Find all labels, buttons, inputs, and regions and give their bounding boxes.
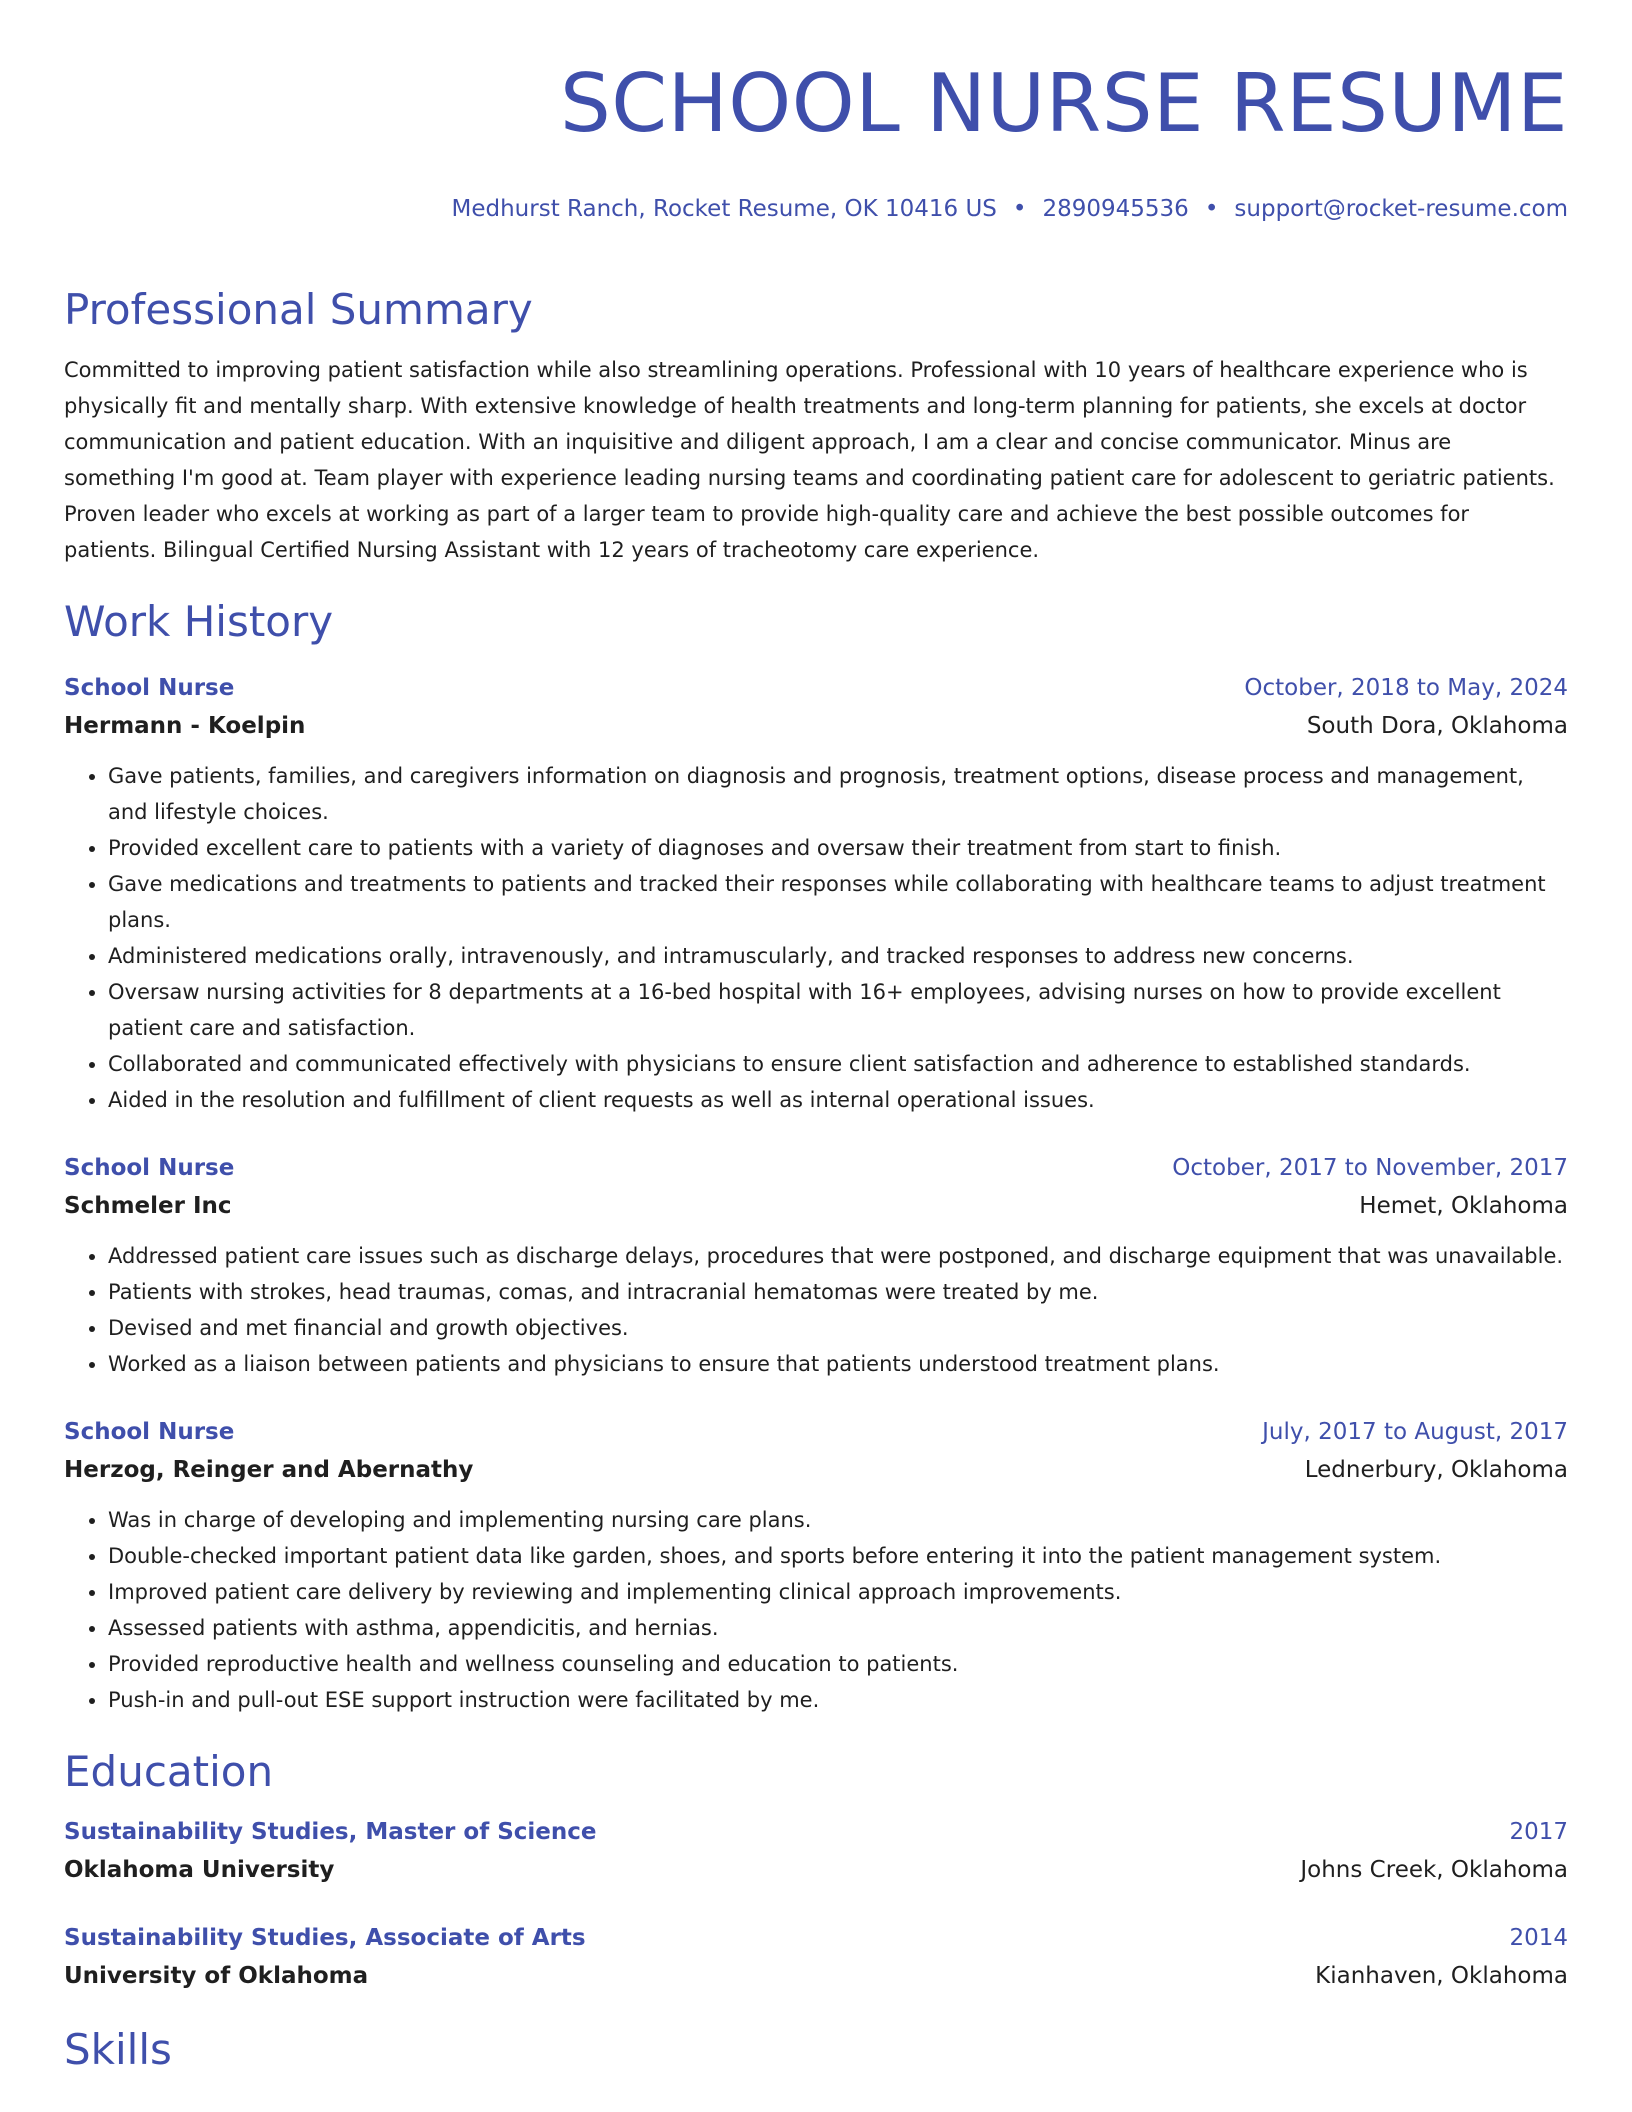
education-school: Oklahoma University — [64, 1857, 335, 1883]
job-bullet: • Gave medications and treatments to patients and tracked their responses while collaborating with healthcare teams to adjust treatment plans. — [108, 866, 1568, 938]
summary-heading: Professional Summary — [64, 285, 533, 334]
contact-line — [64, 194, 1568, 224]
job-bullet: • Was in charge of developing and implementing nursing care plans. — [108, 1502, 1568, 1538]
education-heading: Education — [64, 1747, 274, 1796]
education-school: University of Oklahoma — [64, 1963, 369, 1989]
job-dates: October, 2017 to November, 2017 — [1172, 1155, 1568, 1181]
job-company: Schmeler Inc — [64, 1193, 232, 1219]
education-year: 2014 — [1509, 1925, 1568, 1951]
work-history-heading: Work History — [64, 597, 334, 646]
job-company: Hermann - Koelpin — [64, 713, 306, 739]
contact-email: support@rocket-resume.com — [1234, 196, 1568, 222]
job-bullet: • Push-in and pull-out ESE support instruction were facilitated by me. — [108, 1682, 1568, 1718]
job-bullets — [64, 1502, 1568, 1718]
skills-heading: Skills — [64, 2025, 172, 2074]
job-bullets — [64, 1238, 1568, 1382]
job-entry — [64, 1150, 1568, 1382]
contact-phone: 2890945536 — [1042, 196, 1189, 222]
education-degree: Sustainability Studies, Associate of Arts — [64, 1925, 586, 1951]
job-dates: October, 2018 to May, 2024 — [1244, 675, 1568, 701]
education-entry — [64, 1814, 1568, 1890]
education-location: Johns Creek, Oklahoma — [1300, 1857, 1568, 1883]
contact-separator: • — [1012, 196, 1027, 222]
job-bullet: • Patients with strokes, head traumas, comas, and intracranial hematomas were treated by me. — [108, 1274, 1568, 1310]
contact-address: Medhurst Ranch, Rocket Resume, OK 10416 US — [451, 196, 997, 222]
job-bullet: • Provided excellent care to patients with a variety of diagnoses and oversaw their treatment from start to finish. — [108, 830, 1568, 866]
summary-text: Committed to improving patient satisfaction while also streamlining operations. Professional with 10 years of healthcare experience who is physically fit and mentally sharp. With extensive knowledge of health treatments and long-term planning for patients, she excels at doctor communication and patient education. With an inquisitive and diligent approach, I am a clear and concise communicator. Minus are something I'm good at. Team player with experience leading nursing teams and coordinating patient care for adolescent to geriatric patients. Proven leader who excels at working as part of a larger team to provide high-quality care and achieve the best possible outcomes for patients. Bilingual Certified Nursing Assistant with 12 years of tracheotomy care experience. — [64, 358, 1555, 562]
job-bullet: • Oversaw nursing activities for 8 departments at a 16-bed hospital with 16+ employees, advising nurses on how to provide excellent patient care and satisfaction. — [108, 974, 1568, 1046]
job-role: School Nurse — [64, 675, 235, 701]
job-entry — [64, 1414, 1568, 1718]
education-year: 2017 — [1509, 1819, 1568, 1845]
job-location: South Dora, Oklahoma — [1306, 713, 1568, 739]
contact-separator: • — [1204, 196, 1219, 222]
job-bullet: • Devised and met financial and growth objectives. — [108, 1310, 1568, 1346]
job-bullets — [64, 758, 1568, 1118]
job-dates: July, 2017 to August, 2017 — [1262, 1419, 1568, 1445]
job-role: School Nurse — [64, 1155, 235, 1181]
education-location: Kianhaven, Oklahoma — [1315, 1963, 1568, 1989]
job-bullet: • Improved patient care delivery by reviewing and implementing clinical approach improvements. — [108, 1574, 1568, 1610]
job-bullet: • Provided reproductive health and wellness counseling and education to patients. — [108, 1646, 1568, 1682]
job-bullet: • Worked as a liaison between patients and physicians to ensure that patients understood treatment plans. — [108, 1346, 1568, 1382]
job-bullet: • Assessed patients with asthma, appendicitis, and hernias. — [108, 1610, 1568, 1646]
job-location: Hemet, Oklahoma — [1359, 1193, 1568, 1219]
job-bullet: • Gave patients, families, and caregivers information on diagnosis and prognosis, treatment options, disease process and management, and lifestyle choices. — [108, 758, 1568, 830]
education-degree: Sustainability Studies, Master of Science — [64, 1819, 597, 1845]
job-location: Lednerbury, Oklahoma — [1304, 1457, 1568, 1483]
job-entry — [64, 670, 1568, 1118]
job-role: School Nurse — [64, 1419, 235, 1445]
job-bullet: • Collaborated and communicated effectively with physicians to ensure client satisfaction and adherence to established standards. — [108, 1046, 1568, 1082]
job-bullet: • Double-checked important patient data like garden, shoes, and sports before entering it into the patient management system. — [108, 1538, 1568, 1574]
education-entry — [64, 1920, 1568, 1996]
job-company: Herzog, Reinger and Abernathy — [64, 1457, 474, 1483]
job-bullet: • Addressed patient care issues such as discharge delays, procedures that were postponed, and discharge equipment that was unavailable. — [108, 1238, 1568, 1274]
job-bullet: • Administered medications orally, intravenously, and intramuscularly, and tracked responses to address new concerns. — [108, 938, 1568, 974]
resume-title: SCHOOL NURSE RESUME — [559, 57, 1568, 150]
job-bullet: • Aided in the resolution and fulfillment of client requests as well as internal operational issues. — [108, 1082, 1568, 1118]
